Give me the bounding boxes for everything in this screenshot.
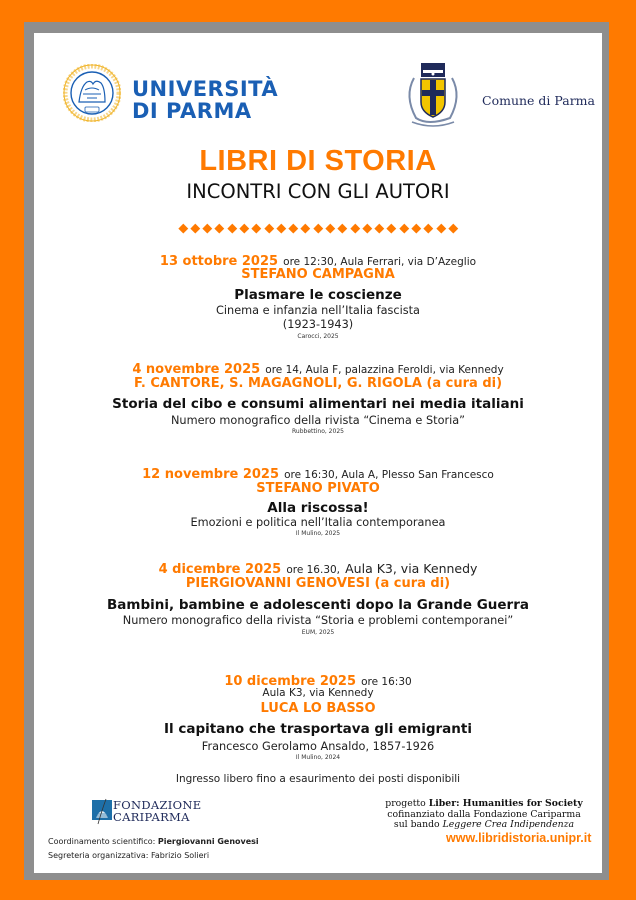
diamond-icon	[350, 224, 359, 233]
event-details: ore 14, Aula F, palazzina Feroldi, via Kennedy	[265, 364, 504, 376]
diamond-icon	[412, 224, 421, 233]
event-details: ore 16:30	[361, 676, 412, 688]
event-details: ore 12:30, Aula Ferrari, via D’Azeglio	[283, 256, 477, 268]
diamond-icon	[252, 224, 261, 233]
website-link[interactable]: www.libridistoria.unipr.it	[446, 831, 592, 845]
event-author: LUCA LO BASSO	[260, 701, 376, 716]
parma-coat-of-arms-icon	[398, 60, 468, 134]
diamond-icon	[338, 224, 347, 233]
diamond-icon	[215, 224, 224, 233]
diamond-icon	[301, 224, 310, 233]
diamond-icon	[375, 224, 384, 233]
bando-name: Leggere Crea Indipendenza	[442, 819, 575, 830]
secretary-name: Fabrizio Solieri	[150, 851, 210, 860]
project-prefix: progetto	[385, 798, 426, 809]
diamond-icon	[387, 224, 396, 233]
diamond-icon	[362, 224, 371, 233]
diamond-icon	[289, 224, 298, 233]
event-book-title: Alla riscossa!	[267, 500, 369, 516]
event-book-subtitle: Francesco Gerolamo Ansaldo, 1857-1926	[201, 740, 435, 753]
fondazione-line1: FONDAZIONE	[113, 798, 202, 812]
event-publisher: Il Mulino, 2025	[295, 530, 341, 537]
page-subtitle: INCONTRI CON GLI AUTORI	[186, 180, 450, 203]
diamond-divider	[0, 225, 636, 232]
event-details: Aula K3, via Kennedy	[345, 561, 478, 576]
coordination-label: Coordinamento scientifico:	[48, 837, 156, 846]
project-credits	[360, 799, 608, 831]
diamond-icon	[240, 224, 249, 233]
fondazione-cariparma-logo-icon	[90, 798, 114, 826]
free-entry-notice: Ingresso libero fino a esaurimento dei posti disponibili	[175, 773, 461, 785]
university-seal-icon	[63, 64, 121, 122]
diamond-icon	[436, 224, 445, 233]
diamond-icon	[424, 224, 433, 233]
event-date: 4 novembre 2025	[132, 362, 261, 377]
event-2-date-line	[0, 358, 636, 377]
coordination-name: Piergiovanni Genovesi	[157, 837, 259, 846]
event-book-subtitle: Numero monografico della rivista “Storia e problemi contemporanei”	[122, 614, 514, 627]
diamond-icon	[264, 224, 273, 233]
project-line	[360, 799, 608, 810]
diamond-icon	[276, 224, 285, 233]
cofunded-line: cofinanziato dalla Fondazione Cariparma	[387, 808, 581, 820]
university-name-line1: UNIVERSITÀ	[132, 77, 279, 101]
secretary-label: Segreteria organizzativa:	[48, 851, 149, 860]
diamond-icon	[178, 224, 187, 233]
event-book-title: Storia del cibo e consumi alimentari nei media italiani	[112, 396, 524, 412]
event-3-date-line	[0, 463, 636, 482]
event-4-date-line	[0, 558, 636, 577]
event-book-subtitle: Numero monografico della rivista “Cinema e Storia”	[170, 414, 466, 427]
event-author: STEFANO CAMPAGNA	[241, 267, 395, 282]
event-book-title: Il capitano che trasportava gli emigranti	[164, 721, 472, 737]
fondazione-line2: CARIPARMA	[113, 810, 190, 824]
event-publisher: Carocci, 2025	[297, 333, 339, 340]
diamond-icon	[399, 224, 408, 233]
event-book-subtitle: Cinema e infanzia nell’Italia fascista	[216, 304, 420, 317]
comune-label: Comune di Parma	[482, 93, 595, 108]
diamond-icon	[191, 224, 200, 233]
event-author: F. CANTORE, S. MAGAGNOLI, G. RIGOLA (a cura di)	[133, 376, 503, 391]
event-author: STEFANO PIVATO	[256, 481, 380, 496]
diamond-icon	[326, 224, 335, 233]
diamond-icon	[203, 224, 212, 233]
bando-prefix: sul bando	[393, 819, 440, 830]
event-date: 12 novembre 2025	[142, 467, 280, 482]
event-date: 13 ottobre 2025	[159, 254, 279, 269]
event-book-title: Bambini, bambine e adolescenti dopo la Grande Guerra	[107, 597, 529, 613]
event-book-title: Plasmare le coscienze	[234, 287, 402, 303]
event-details-line2: Aula K3, via Kennedy	[262, 687, 374, 699]
bando-line	[360, 820, 608, 831]
event-publisher: EUM, 2025	[301, 629, 335, 636]
event-details: ore 16:30, Aula A, Plesso San Francesco	[284, 469, 494, 481]
event-publisher: Il Mulino, 2024	[295, 754, 341, 761]
project-name: Liber: Humanities for Society	[428, 798, 583, 809]
diamond-icon	[448, 224, 457, 233]
event-book-subtitle: Emozioni e politica nell’Italia contemporanea	[190, 516, 446, 529]
event-date: 10 dicembre 2025	[224, 674, 357, 689]
diamond-icon	[227, 224, 236, 233]
diamond-icon	[313, 224, 322, 233]
secretary-line	[48, 851, 209, 860]
event-publisher: Rubbettino, 2025	[292, 428, 344, 435]
university-name-line2: DI PARMA	[132, 99, 252, 123]
event-date: 4 dicembre 2025	[158, 562, 282, 577]
coordination-line	[48, 837, 259, 846]
page-title: LIBRI DI STORIA	[199, 145, 437, 177]
fondazione-name	[113, 799, 201, 823]
event-time: ore 16.30,	[286, 564, 341, 576]
university-name	[132, 78, 278, 122]
event-author: PIERGIOVANNI GENOVESI (a cura di)	[185, 576, 451, 591]
event-book-subtitle-line2: (1923-1943)	[282, 318, 354, 331]
